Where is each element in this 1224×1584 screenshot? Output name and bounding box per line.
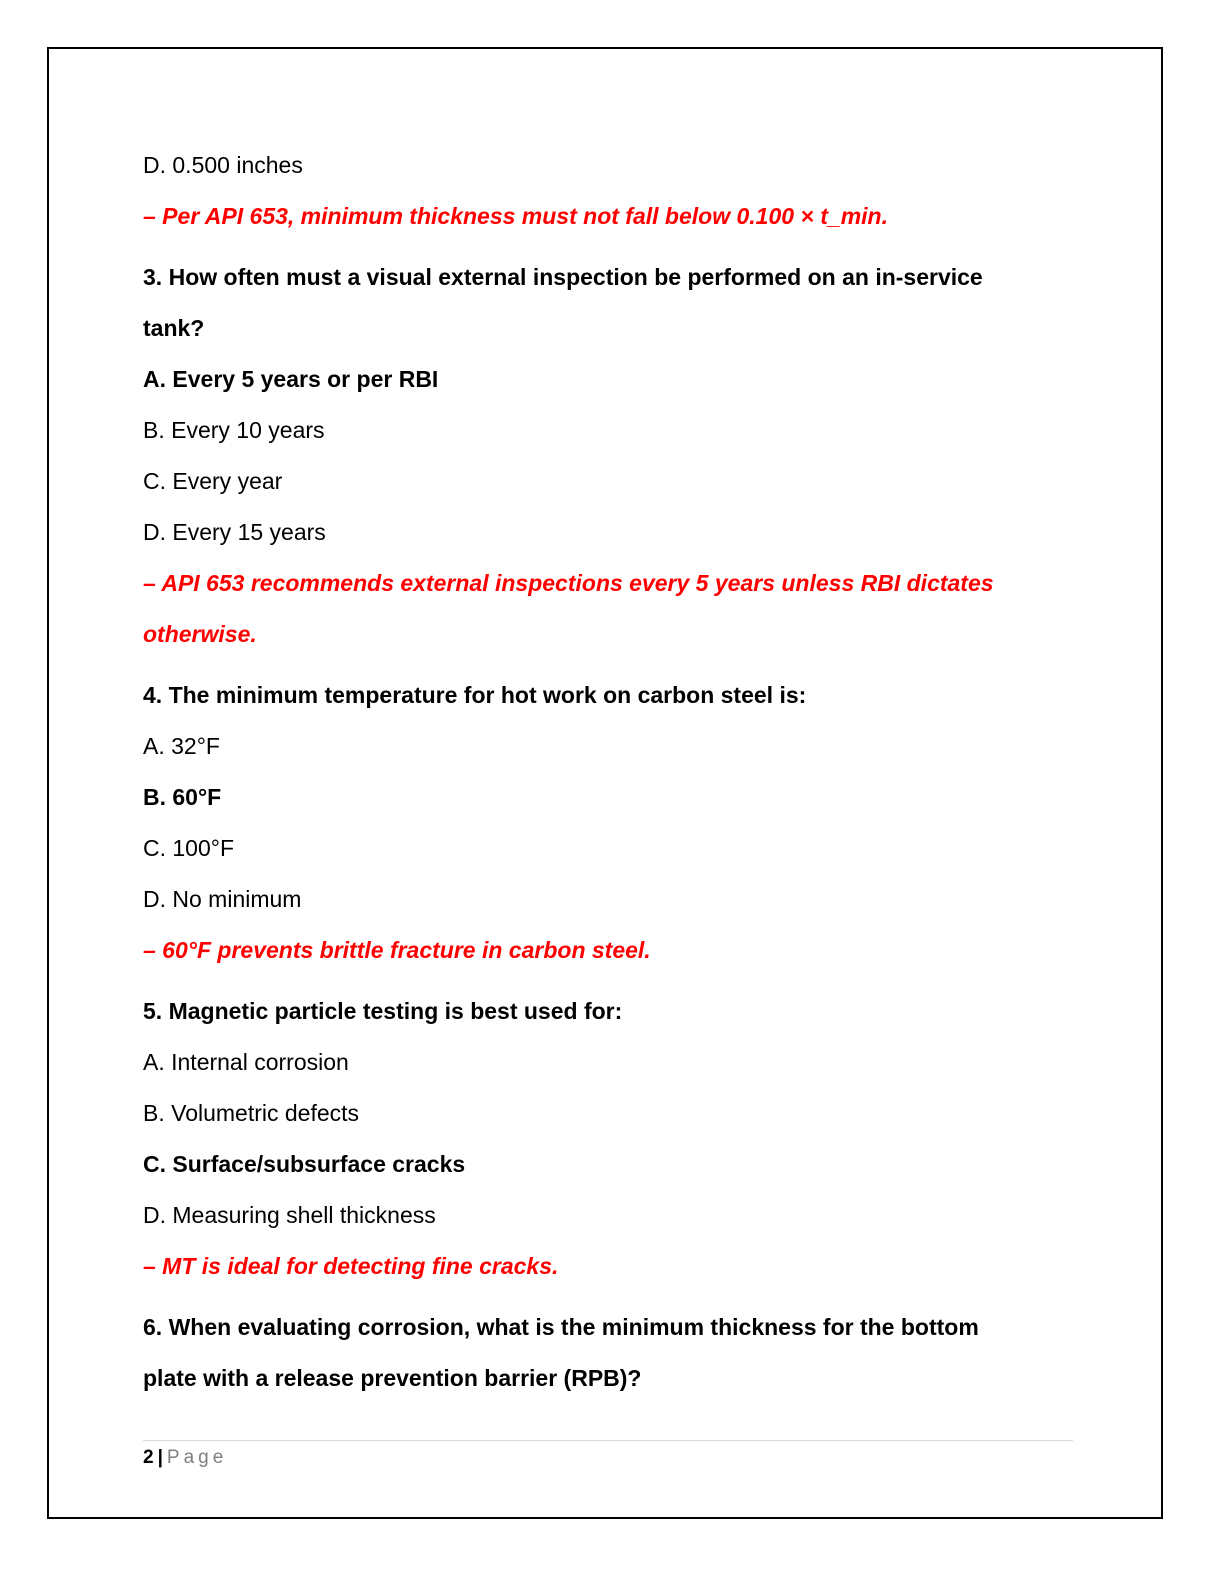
question-3 <box>143 252 1078 303</box>
option-c: C. Every year <box>143 468 283 494</box>
option-a: A. 32°F <box>143 733 220 759</box>
option-d: D. 0.500 inches <box>143 152 303 178</box>
question-text: The minimum temperature for hot work on carbon steel is: <box>168 682 807 708</box>
page-content <box>143 140 1078 1404</box>
page-label: Page <box>166 1447 228 1468</box>
page-footer <box>143 1446 227 1470</box>
option-d: D. Every 15 years <box>143 519 326 545</box>
footer-divider <box>143 1440 1073 1441</box>
question-4 <box>143 670 1078 721</box>
question-number: 3. <box>143 264 163 290</box>
option-b-correct: B. 60°F <box>143 784 222 810</box>
footer-separator: | <box>157 1447 163 1468</box>
question-text: Magnetic particle testing is best used for: <box>168 998 623 1024</box>
option-a: A. Internal corrosion <box>143 1049 349 1075</box>
option-b: B. Volumetric defects <box>143 1100 360 1126</box>
option-c: C. 100°F <box>143 835 235 861</box>
question-3-continued: tank? <box>143 315 205 341</box>
question-number: 6. <box>143 1314 163 1340</box>
answer-explanation-continued: otherwise. <box>143 621 257 647</box>
question-5 <box>143 986 1078 1037</box>
option-d: D. Measuring shell thickness <box>143 1202 436 1228</box>
answer-explanation: – Per API 653, minimum thickness must not fall below 0.100 × t_min. <box>143 203 888 229</box>
question-6-continued: plate with a release prevention barrier (RPB)? <box>143 1365 642 1391</box>
option-a-correct: A. Every 5 years or per RBI <box>143 366 439 392</box>
question-text: How often must a visual external inspection be performed on an in-service <box>168 264 983 290</box>
option-c-correct: C. Surface/subsurface cracks <box>143 1151 466 1177</box>
answer-explanation: – 60°F prevents brittle fracture in carbon steel. <box>143 937 651 963</box>
answer-explanation: – MT is ideal for detecting fine cracks. <box>143 1253 559 1279</box>
question-number: 5. <box>143 998 163 1024</box>
option-d: D. No minimum <box>143 886 302 912</box>
answer-explanation: – API 653 recommends external inspections every 5 years unless RBI dictates <box>143 570 994 596</box>
question-6 <box>143 1302 1078 1353</box>
page-number: 2 <box>143 1447 154 1468</box>
question-text: When evaluating corrosion, what is the minimum thickness for the bottom <box>168 1314 979 1340</box>
question-number: 4. <box>143 682 163 708</box>
option-b: B. Every 10 years <box>143 417 325 443</box>
